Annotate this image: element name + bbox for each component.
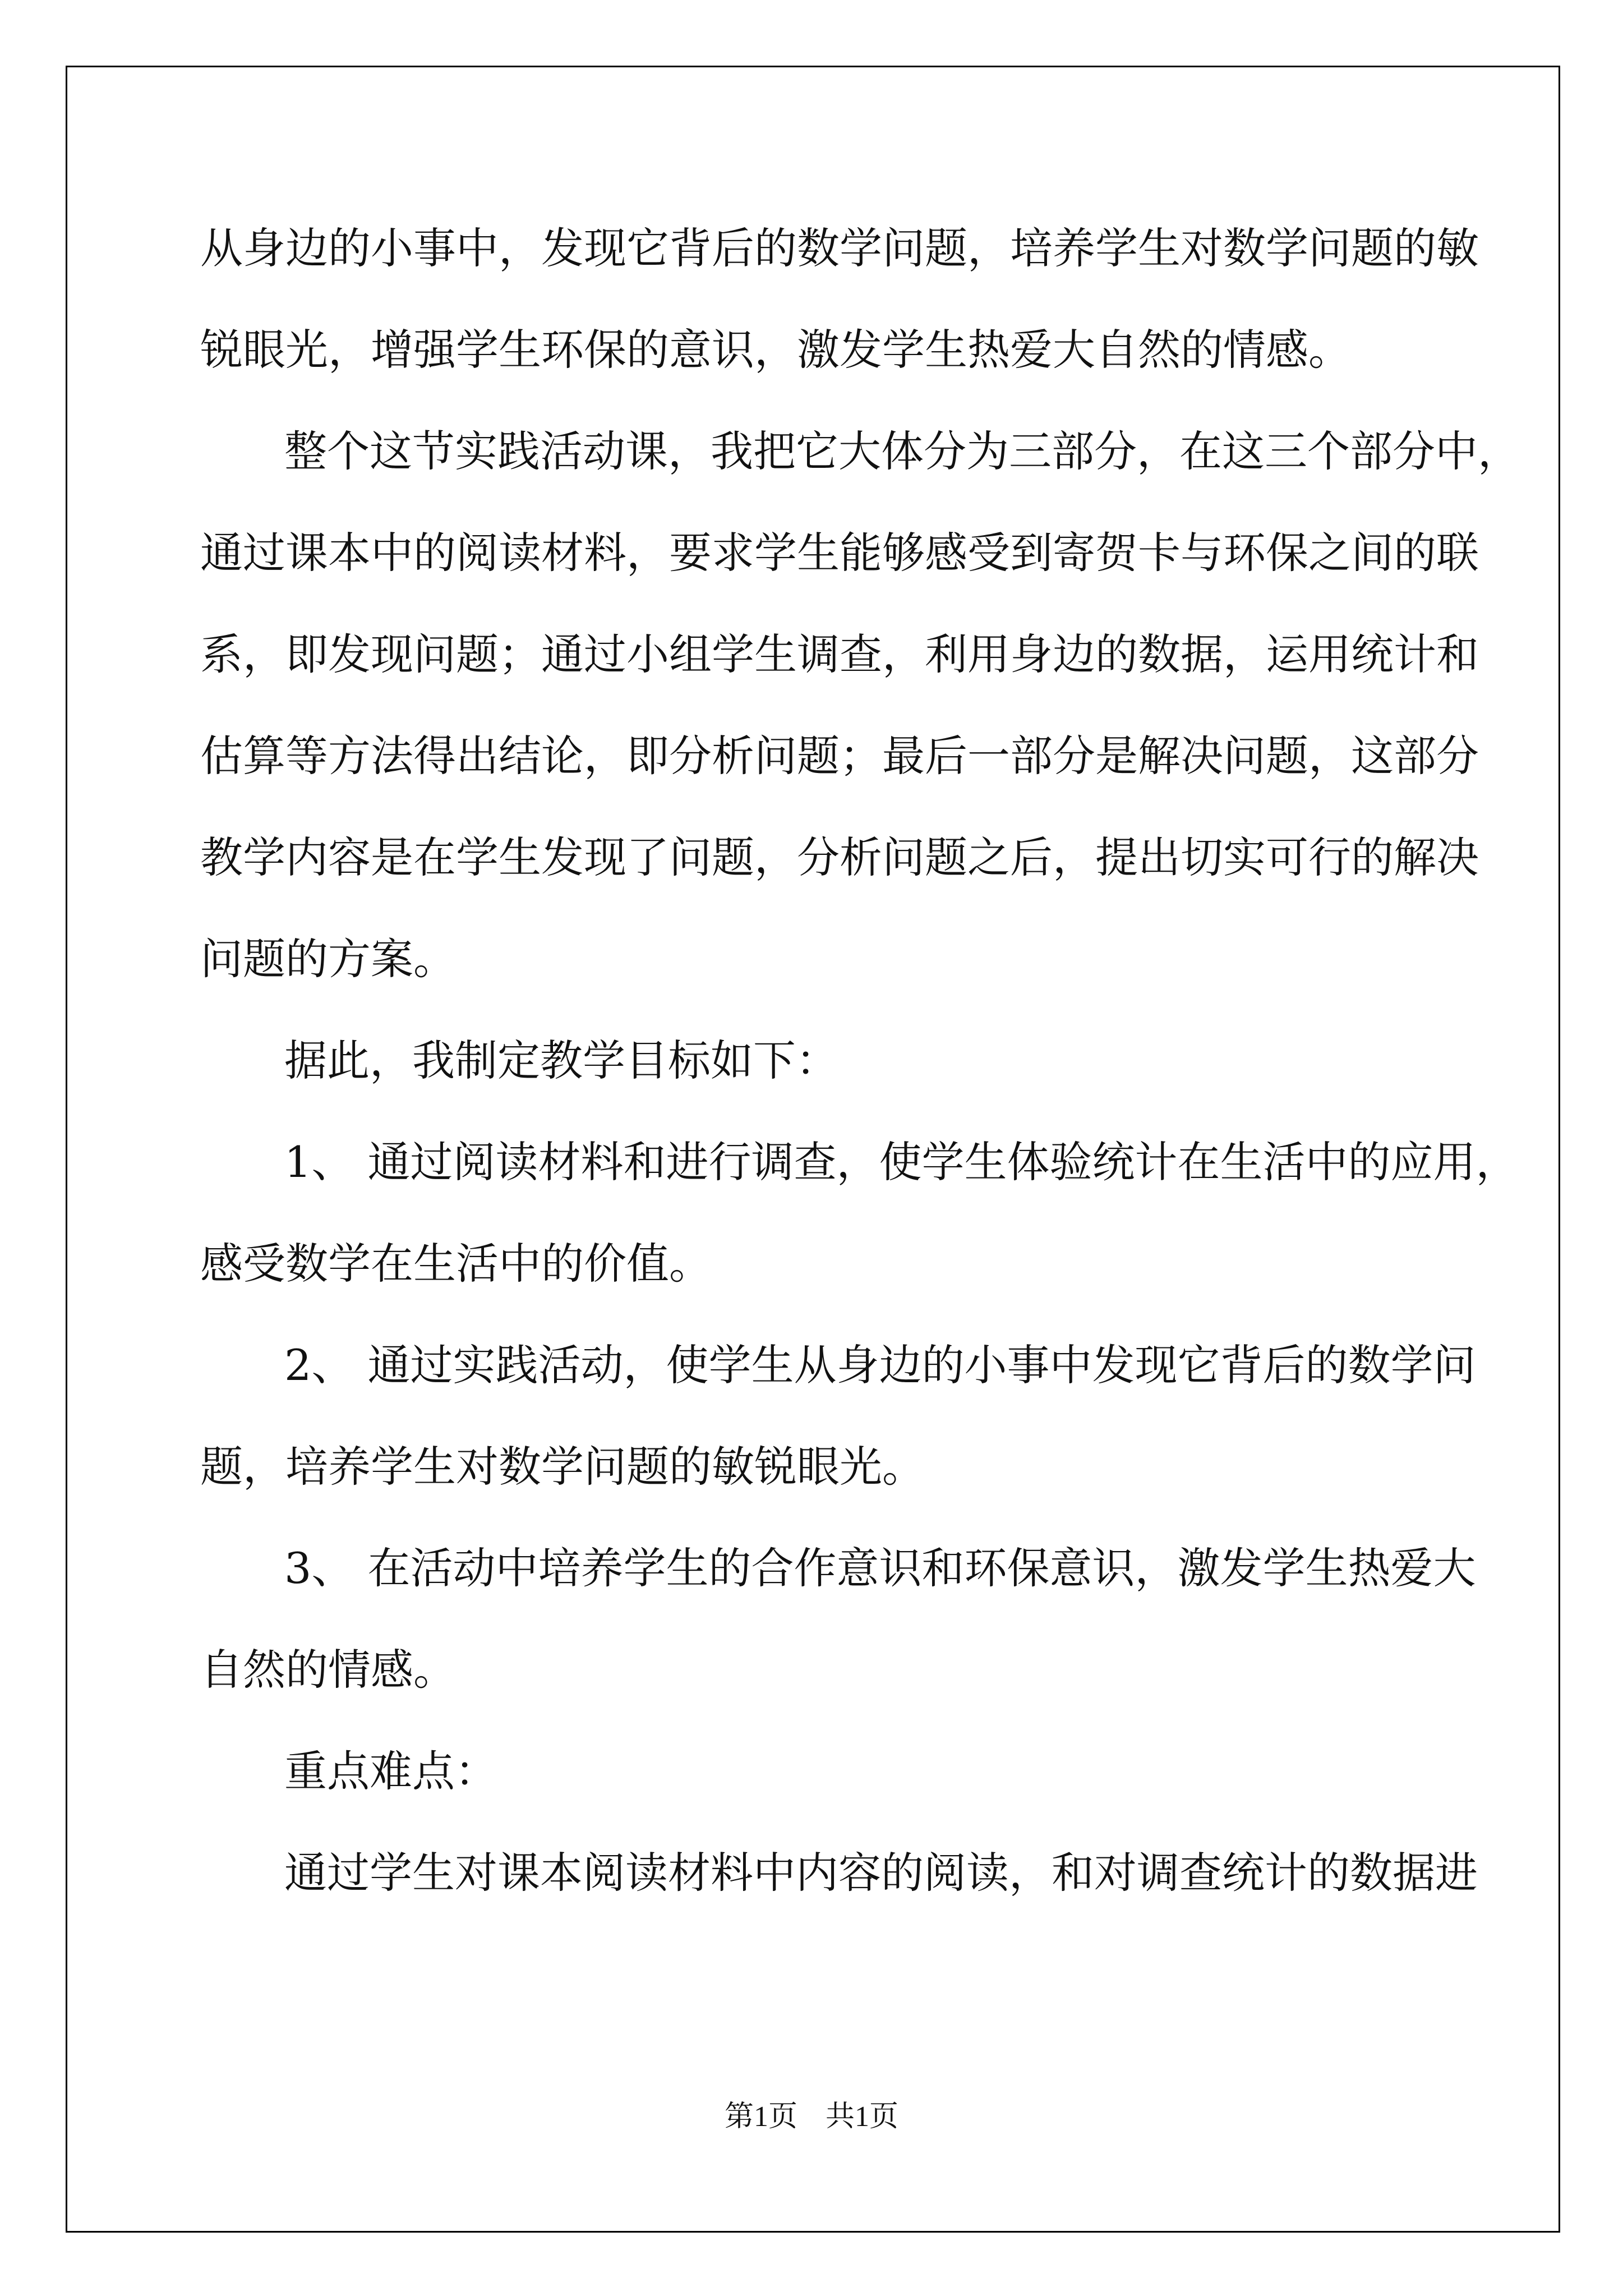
page-footer bbox=[0, 2092, 1623, 2134]
paragraph-line: 通过课本中的阅读材料，要求学生能够感受到寄贺卡与环保之间的联 bbox=[200, 528, 1479, 578]
paragraph-line: 整个这节实践活动课，我把它大体分为三部分，在这三个部分中， bbox=[284, 426, 1520, 476]
paragraph-line: 通过学生对课本阅读材料中内容的阅读，和对调查统计的数据进 bbox=[284, 1848, 1478, 1898]
list-item-line: 题，培养学生对数学问题的敏锐眼光。 bbox=[200, 1442, 925, 1492]
page-number: 第1页 bbox=[724, 2101, 797, 2133]
list-item-line: 1、 通过阅读材料和进行调查，使学生体验统计在生活中的应用， bbox=[284, 1137, 1519, 1187]
paragraph-line: 据此，我制定教学目标如下： bbox=[284, 1036, 838, 1085]
paragraph-line: 锐眼光，增强学生环保的意识，激发学生热爱大自然的情感。 bbox=[200, 325, 1351, 375]
list-item-line: 自然的情感。 bbox=[200, 1645, 456, 1695]
document-body bbox=[200, 213, 1520, 1939]
paragraph-line: 估算等方法得出结论，即分析问题；最后一部分是解决问题，这部分 bbox=[200, 731, 1479, 781]
paragraph-line: 从身边的小事中，发现它背后的数学问题，培养学生对数学问题的敏 bbox=[200, 223, 1479, 273]
section-heading: 重点难点： bbox=[284, 1746, 497, 1796]
page-total: 共1页 bbox=[826, 2101, 899, 2133]
list-item-line: 3、 在活动中培养学生的合作意识和环保意识，激发学生热爱大 bbox=[284, 1543, 1476, 1593]
paragraph-line: 问题的方案。 bbox=[200, 934, 456, 984]
list-item-line: 感受数学在生活中的价值。 bbox=[200, 1239, 712, 1289]
paragraph-line: 教学内容是在学生发现了问题，分析问题之后，提出切实可行的解决 bbox=[200, 832, 1479, 882]
paragraph-line: 系，即发现问题；通过小组学生调查，利用身边的数据，运用统计和 bbox=[200, 629, 1479, 679]
list-item-line: 2、 通过实践活动，使学生从身边的小事中发现它背后的数学问 bbox=[284, 1340, 1476, 1390]
